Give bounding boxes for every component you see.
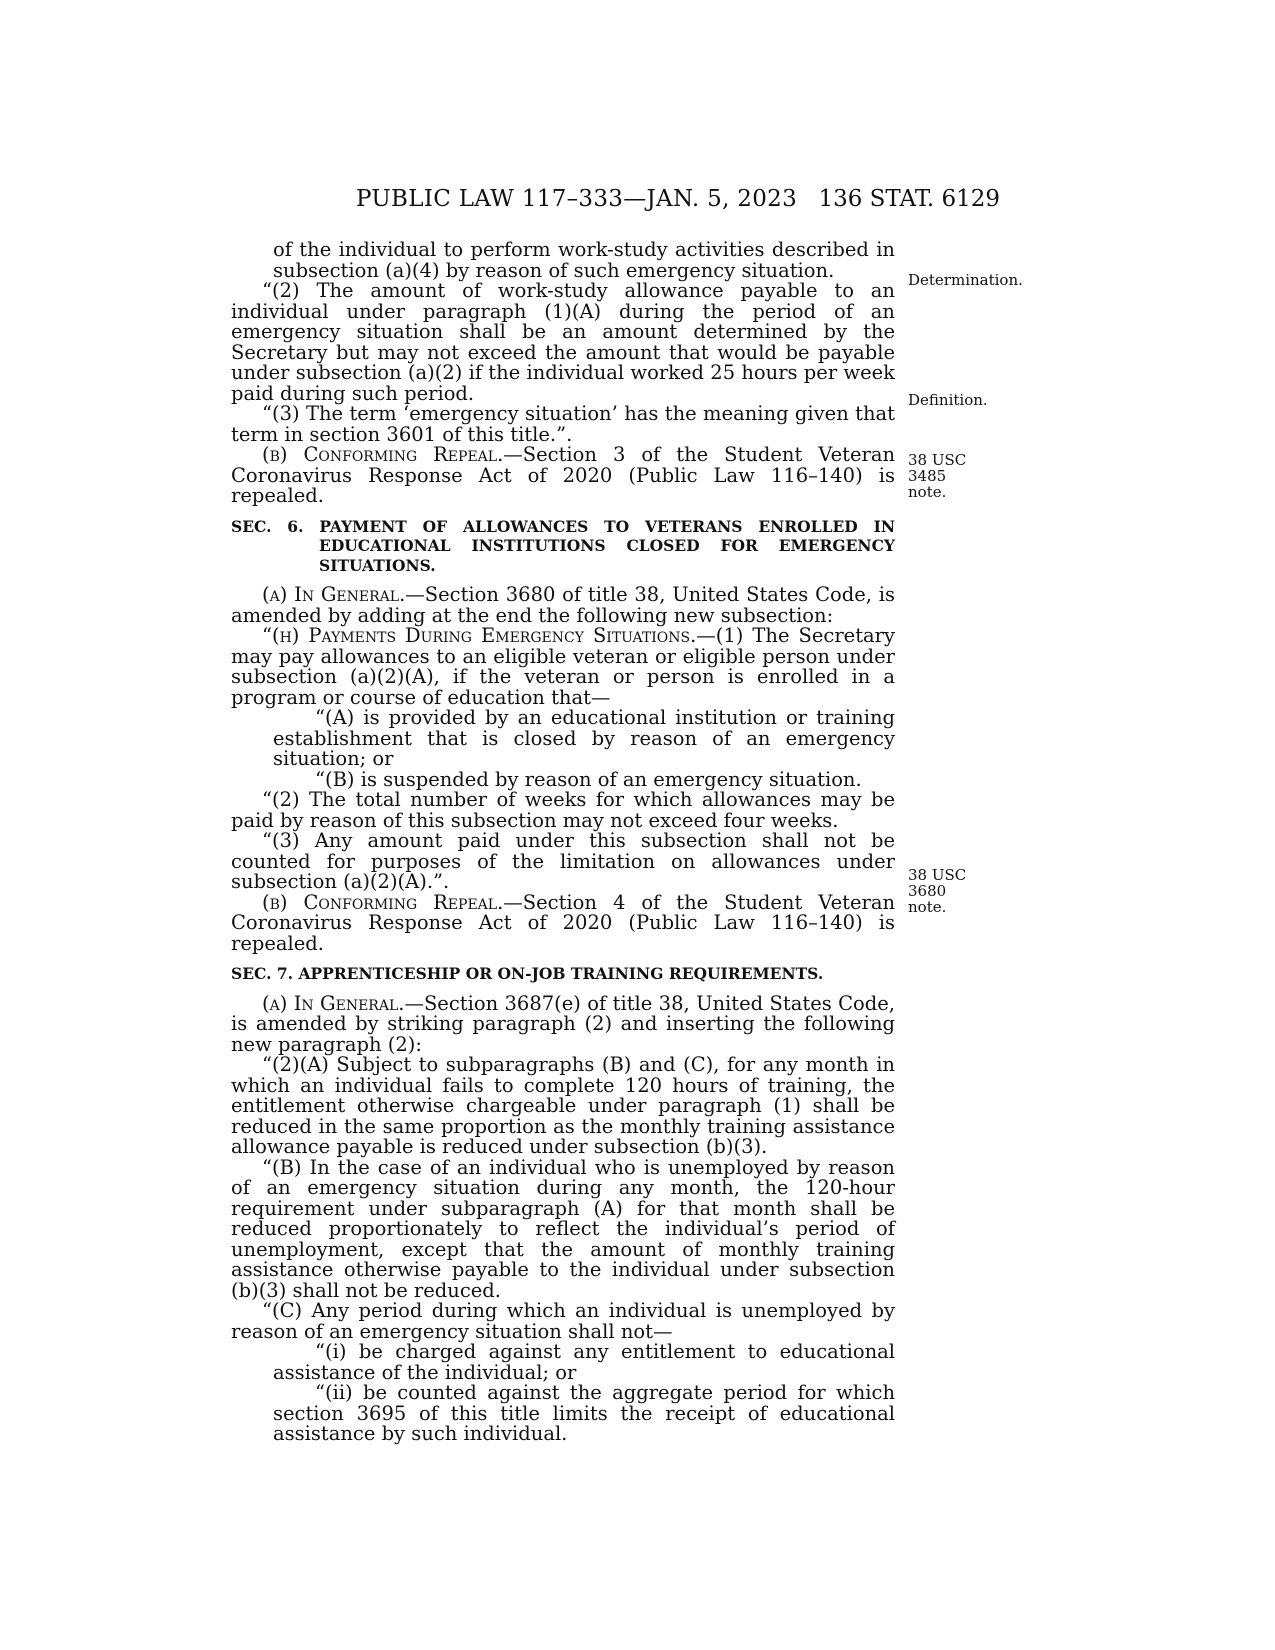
conforming-repeal-label-2: (b) Conforming Repeal. xyxy=(262,890,504,914)
in-general-text-2: —Section 3687(e) of title 38, United States Code, is amended by striking paragraph (2) and inserting the following new paragraph (2): xyxy=(231,991,895,1056)
header-stat-page: 136 STAT. 6129 xyxy=(818,186,1000,212)
in-general-label: (a) In General. xyxy=(262,583,406,606)
conforming-repeal-text: —Section 3 of the Student Veteran Coronavirus Response Act of 2020 (Public Law 116–140) is repealed. xyxy=(231,443,896,507)
paragraph-payments-emergency xyxy=(231,626,895,708)
conforming-repeal-text-2: —Section 4 of the Student Veteran Coronavirus Response Act of 2020 (Public Law 116–140) is repealed. xyxy=(231,890,896,955)
document-body xyxy=(231,240,895,1445)
paragraph-conforming-repeal-b xyxy=(231,445,895,507)
margin-note-usc-3485: 38 USC 3485 note. xyxy=(908,451,967,501)
conforming-repeal-label: (b) Conforming Repeal. xyxy=(262,443,504,466)
paragraph-amount-not-counted: “(3) Any amount paid under this subsection shall not be counted for purposes of the limitation on allowances under subsection (a)(2)(A).”. xyxy=(231,829,895,893)
paragraph-3: “(3) The term ‘emergency situation’ has the meaning given that term in section 3601 of this title.”. xyxy=(231,402,895,446)
margin-note-determination: Determination. xyxy=(908,271,1023,289)
clause-b: “(B) is suspended by reason of an emergency situation. xyxy=(315,767,862,791)
section-6-heading: SEC. 6. PAYMENT OF ALLOWANCES TO VETERANS ENROLLED IN EDUCATIONAL INSTITUTIONS CLOSED FOR EMERGENCY SITUATIONS. xyxy=(231,516,895,575)
clause-a: “(A) is provided by an educational institution or training establishment that is closed by reason of an emergency situation; or xyxy=(273,706,895,770)
payments-label: “(h) Payments During Emergency Situations. xyxy=(262,624,697,647)
paragraph-weeks-limit: “(2) The total number of weeks for which allowances may be paid by reason of this subsection may not exceed four weeks. xyxy=(231,788,895,832)
clause-ii: “(ii) be counted against the aggregate period for which section 3695 of this title limits the receipt of educational assistance by such individual. xyxy=(273,1381,895,1445)
header-public-law: PUBLIC LAW 117–333—JAN. 5, 2023 xyxy=(356,186,798,212)
in-general-label-2: (a) In General. xyxy=(262,991,405,1015)
margin-note-definition: Definition. xyxy=(908,391,988,409)
section-7-heading: SEC. 7. APPRENTICESHIP OR ON-JOB TRAINING REQUIREMENTS. xyxy=(231,964,824,983)
paragraph-2: “(2) The amount of work-study allowance payable to an individual under paragraph (1)(A) during the period of an emergency situation shall be an amount determined by the Secretary but may not exceed the amount that would be payable under subsection (a)(2) if the individual worked 25 hours per week paid during such period. xyxy=(231,279,895,405)
paragraph-2c: “(C) Any period during which an individual is unemployed by reason of an emergency situation shall not— xyxy=(231,1299,895,1343)
margin-note-usc-3680: 38 USC 3680 note. xyxy=(908,866,967,916)
paragraph-conforming-repeal-b-2 xyxy=(231,890,896,955)
paragraph-continued: of the individual to perform work-study activities described in subsection (a)(4) by reason of such emergency situation. xyxy=(273,238,895,282)
clause-i: “(i) be charged against any entitlement to educational assistance of the individual; or xyxy=(273,1340,895,1384)
paragraph-2a: “(2)(A) Subject to subparagraphs (B) and (C), for any month in which an individual fails to complete 120 hours of training, the entitlement otherwise chargeable under paragraph (1) shall be reduced in the same proportion as the monthly training assistance allowance payable is reduced under subsection (b)(3). xyxy=(231,1053,895,1158)
paragraph-in-general-a xyxy=(231,585,895,626)
paragraph-2b: “(B) In the case of an individual who is unemployed by reason of an emergency situation during any month, the 120-hour requirement under subparagraph (A) for that month shall be reduced proportionately to reflect the individual’s period of unemployment, except that the amount of monthly training assistance otherwise payable to the individual under subsection (b)(3) shall not be reduced. xyxy=(231,1155,895,1302)
in-general-text: —Section 3680 of title 38, United States Code, is amended by adding at the end the following new subsection: xyxy=(231,583,895,627)
payments-text: —(1) The Secretary may pay allowances to an eligible veteran or eligible person under subsection (a)(2)(A), if the veteran or person is enrolled in a program or course of education that— xyxy=(231,624,896,709)
paragraph-in-general-a-2 xyxy=(231,991,895,1056)
